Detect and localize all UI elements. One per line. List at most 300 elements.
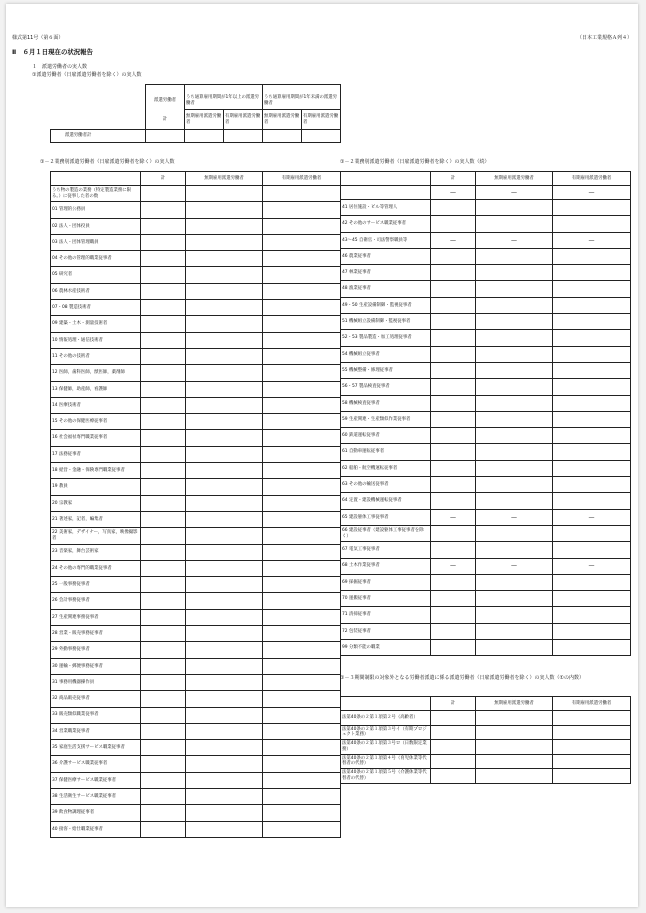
input-cell[interactable] xyxy=(431,542,476,558)
input-cell[interactable] xyxy=(476,265,553,281)
exempt-table xyxy=(340,696,631,784)
table-row xyxy=(51,300,341,316)
input-cell[interactable] xyxy=(476,574,553,590)
row-label: 10 情報処理・通信技術者 xyxy=(51,332,141,348)
row-label: 29 外勤事務従事者 xyxy=(51,642,141,658)
row-label: 36 介護サービス職業従事者 xyxy=(51,756,141,772)
input-cell[interactable] xyxy=(476,493,553,509)
table-row xyxy=(51,544,341,560)
input-cell[interactable] xyxy=(263,674,341,690)
input-cell[interactable] xyxy=(553,607,631,623)
over-one-year-header: うち通算雇用期間が1年以上の派遣労働者 xyxy=(185,93,263,110)
input-cell[interactable] xyxy=(553,200,631,216)
input-cell[interactable] xyxy=(263,788,341,804)
input-cell[interactable] xyxy=(476,591,553,607)
input-cell[interactable] xyxy=(185,130,224,143)
input-cell[interactable] xyxy=(141,626,186,642)
input-cell[interactable] xyxy=(476,362,553,378)
input-cell[interactable] xyxy=(476,525,553,541)
table-row xyxy=(51,186,341,202)
input-cell[interactable] xyxy=(186,740,263,756)
input-cell[interactable] xyxy=(141,577,186,593)
input-cell[interactable] xyxy=(141,218,186,234)
row-label: 20 宗教家 xyxy=(51,495,141,511)
input-cell[interactable] xyxy=(186,218,263,234)
exempt-col-fixed: 有期雇用派遣労働者 xyxy=(553,697,631,711)
dash-cell: — xyxy=(431,232,476,248)
input-cell[interactable] xyxy=(476,769,553,784)
input-cell[interactable] xyxy=(476,346,553,362)
input-cell[interactable] xyxy=(476,314,553,330)
input-cell[interactable] xyxy=(186,756,263,772)
table-row xyxy=(341,574,631,590)
table-row xyxy=(51,593,341,609)
input-cell[interactable] xyxy=(263,544,341,560)
row-label: 26 会計事務従事者 xyxy=(51,593,141,609)
input-cell[interactable] xyxy=(431,411,476,427)
input-cell[interactable] xyxy=(553,444,631,460)
input-cell[interactable] xyxy=(141,495,186,511)
input-cell[interactable] xyxy=(476,640,553,656)
input-cell[interactable] xyxy=(263,202,341,218)
input-cell[interactable] xyxy=(553,297,631,313)
input-cell[interactable] xyxy=(263,430,341,446)
input-cell[interactable] xyxy=(141,674,186,690)
input-cell[interactable] xyxy=(263,821,341,837)
input-cell[interactable] xyxy=(263,348,341,364)
input-cell[interactable] xyxy=(186,381,263,397)
input-cell[interactable] xyxy=(476,395,553,411)
form-page xyxy=(6,4,638,907)
input-cell[interactable] xyxy=(186,658,263,674)
total-header-b: 計 xyxy=(146,110,185,130)
input-cell[interactable] xyxy=(146,130,185,143)
input-cell[interactable] xyxy=(186,691,263,707)
input-cell[interactable] xyxy=(186,300,263,316)
input-cell[interactable] xyxy=(553,314,631,330)
input-cell[interactable] xyxy=(263,642,341,658)
row-label: 25 一般事務従事者 xyxy=(51,577,141,593)
input-cell[interactable] xyxy=(431,314,476,330)
input-cell[interactable] xyxy=(186,332,263,348)
table-row xyxy=(341,248,631,264)
table-row xyxy=(51,218,341,234)
table-row xyxy=(341,493,631,509)
table-row xyxy=(341,265,631,281)
input-cell[interactable] xyxy=(141,609,186,625)
input-cell[interactable] xyxy=(186,397,263,413)
input-cell[interactable] xyxy=(186,365,263,381)
input-cell[interactable] xyxy=(431,460,476,476)
input-cell[interactable] xyxy=(186,267,263,283)
input-cell[interactable] xyxy=(186,544,263,560)
input-cell[interactable] xyxy=(141,446,186,462)
input-cell[interactable] xyxy=(263,756,341,772)
input-cell[interactable] xyxy=(263,130,302,143)
input-cell[interactable] xyxy=(186,805,263,821)
input-cell[interactable] xyxy=(476,248,553,264)
input-cell[interactable] xyxy=(553,248,631,264)
input-cell[interactable] xyxy=(263,267,341,283)
input-cell[interactable] xyxy=(141,511,186,527)
row-label: 65 建設躯体工事従事者 xyxy=(341,509,431,525)
input-cell[interactable] xyxy=(263,560,341,576)
row-label: 48 漁業従事者 xyxy=(341,281,431,297)
input-cell[interactable] xyxy=(431,248,476,264)
input-cell[interactable] xyxy=(186,642,263,658)
input-cell[interactable] xyxy=(186,251,263,267)
table-row xyxy=(341,591,631,607)
input-cell[interactable] xyxy=(263,577,341,593)
input-cell[interactable] xyxy=(263,365,341,381)
input-cell[interactable] xyxy=(553,395,631,411)
input-cell[interactable] xyxy=(431,428,476,444)
input-cell[interactable] xyxy=(553,640,631,656)
input-cell[interactable] xyxy=(141,267,186,283)
row-label: 16 社会福祉専門職業従事者 xyxy=(51,430,141,446)
input-cell[interactable] xyxy=(263,528,341,544)
input-cell[interactable] xyxy=(553,711,631,726)
input-cell[interactable] xyxy=(141,381,186,397)
input-cell[interactable] xyxy=(186,609,263,625)
input-cell[interactable] xyxy=(553,542,631,558)
input-cell[interactable] xyxy=(141,300,186,316)
input-cell[interactable] xyxy=(141,251,186,267)
input-cell[interactable] xyxy=(141,772,186,788)
input-cell[interactable] xyxy=(431,607,476,623)
input-cell[interactable] xyxy=(431,711,476,726)
input-cell[interactable] xyxy=(263,707,341,723)
row-label: 法第40条の２第１項第５号（介護休業等代替者の代替） xyxy=(341,769,431,784)
table-row xyxy=(341,200,631,216)
input-cell[interactable] xyxy=(431,725,476,740)
input-cell[interactable] xyxy=(141,186,186,202)
input-cell[interactable] xyxy=(553,362,631,378)
input-cell[interactable] xyxy=(141,691,186,707)
input-cell[interactable] xyxy=(141,658,186,674)
input-cell[interactable] xyxy=(431,740,476,755)
input-cell[interactable] xyxy=(141,788,186,804)
input-cell[interactable] xyxy=(553,623,631,639)
dash-cell: — xyxy=(431,509,476,525)
input-cell[interactable] xyxy=(263,511,341,527)
input-cell[interactable] xyxy=(553,769,631,784)
input-cell[interactable] xyxy=(431,493,476,509)
input-cell[interactable] xyxy=(141,740,186,756)
row-label: 37 保健医療サービス職業従事者 xyxy=(51,772,141,788)
input-cell[interactable] xyxy=(263,186,341,202)
paper-standard: （日本工業規格Ａ列４） xyxy=(576,35,632,41)
input-cell[interactable] xyxy=(476,200,553,216)
row-label: 52・53 製品製造・加工処理従事者 xyxy=(341,330,431,346)
input-cell[interactable] xyxy=(553,574,631,590)
dash-cell: — xyxy=(553,509,631,525)
input-cell[interactable] xyxy=(553,379,631,395)
input-cell[interactable] xyxy=(186,593,263,609)
input-cell[interactable] xyxy=(186,348,263,364)
input-cell[interactable] xyxy=(553,477,631,493)
row-label: 法第40条の２第１項第２号（高齢者） xyxy=(341,711,431,726)
table-row xyxy=(51,740,341,756)
occupation-table-left xyxy=(50,171,341,838)
input-cell[interactable] xyxy=(263,691,341,707)
input-cell[interactable] xyxy=(553,493,631,509)
table-row xyxy=(341,623,631,639)
row-label: 法第40条の２第１項第３号ロ（日数限定業務） xyxy=(341,740,431,755)
table-row xyxy=(341,281,631,297)
input-cell[interactable] xyxy=(186,821,263,837)
input-cell[interactable] xyxy=(431,297,476,313)
row-label: 33 販売類似職業従事者 xyxy=(51,707,141,723)
table-row xyxy=(51,772,341,788)
input-cell[interactable] xyxy=(263,381,341,397)
input-cell[interactable] xyxy=(476,281,553,297)
input-cell[interactable] xyxy=(263,446,341,462)
input-cell[interactable] xyxy=(431,754,476,769)
input-cell[interactable] xyxy=(141,723,186,739)
input-cell[interactable] xyxy=(553,754,631,769)
input-cell[interactable] xyxy=(186,495,263,511)
input-cell[interactable] xyxy=(476,754,553,769)
input-cell[interactable] xyxy=(553,346,631,362)
table-row xyxy=(341,330,631,346)
input-cell[interactable] xyxy=(186,186,263,202)
input-cell[interactable] xyxy=(263,283,341,299)
row-label: 56・57 製品検査従事者 xyxy=(341,379,431,395)
input-cell[interactable] xyxy=(431,623,476,639)
input-cell[interactable] xyxy=(141,430,186,446)
dash-cell: — xyxy=(476,509,553,525)
input-cell[interactable] xyxy=(553,740,631,755)
row-label: 99 分類不能の職業 xyxy=(341,640,431,656)
input-cell[interactable] xyxy=(186,788,263,804)
input-cell[interactable] xyxy=(302,130,341,143)
input-cell[interactable] xyxy=(553,460,631,476)
table-row xyxy=(341,769,631,784)
input-cell[interactable] xyxy=(431,379,476,395)
input-cell[interactable] xyxy=(141,528,186,544)
input-cell[interactable] xyxy=(141,805,186,821)
input-cell[interactable] xyxy=(186,414,263,430)
table-row xyxy=(51,511,341,527)
row-label: 55 機械整備・修理従事者 xyxy=(341,362,431,378)
input-cell[interactable] xyxy=(186,430,263,446)
input-cell[interactable] xyxy=(476,444,553,460)
input-cell[interactable] xyxy=(431,216,476,232)
input-cell[interactable] xyxy=(553,725,631,740)
input-cell[interactable] xyxy=(263,723,341,739)
input-cell[interactable] xyxy=(186,707,263,723)
input-cell[interactable] xyxy=(141,234,186,250)
input-cell[interactable] xyxy=(186,463,263,479)
input-cell[interactable] xyxy=(186,283,263,299)
table-row xyxy=(341,711,631,726)
input-cell[interactable] xyxy=(476,740,553,755)
input-cell[interactable] xyxy=(476,477,553,493)
input-cell[interactable] xyxy=(476,623,553,639)
table-row xyxy=(341,428,631,444)
input-cell[interactable] xyxy=(186,234,263,250)
input-cell[interactable] xyxy=(431,346,476,362)
input-cell[interactable] xyxy=(186,316,263,332)
row-label: 07・08 製造技術者 xyxy=(51,300,141,316)
row-label: 72 包装従事者 xyxy=(341,623,431,639)
input-cell[interactable] xyxy=(476,711,553,726)
row-label: 42 その他のサービス職業従事者 xyxy=(341,216,431,232)
input-cell[interactable] xyxy=(141,202,186,218)
input-cell[interactable] xyxy=(431,200,476,216)
over-perm-header: 無期雇用派遣労働者 xyxy=(185,110,224,130)
table-row xyxy=(341,314,631,330)
input-cell[interactable] xyxy=(263,463,341,479)
table-row xyxy=(341,379,631,395)
input-cell[interactable] xyxy=(141,316,186,332)
input-cell[interactable] xyxy=(141,821,186,837)
input-cell[interactable] xyxy=(186,772,263,788)
headcount-table xyxy=(50,84,341,143)
input-cell[interactable] xyxy=(224,130,263,143)
table-row xyxy=(51,251,341,267)
input-cell[interactable] xyxy=(141,707,186,723)
under-fixed-header: 有期雇用派遣労働者 xyxy=(302,110,341,130)
row-label: 58 機械検査従事者 xyxy=(341,395,431,411)
left-table-title: ①－２業務別派遣労働者（日雇派遣労働者を除く）の実人数 xyxy=(40,159,175,165)
occupation-table-right xyxy=(340,171,631,656)
input-cell[interactable] xyxy=(476,542,553,558)
input-cell[interactable] xyxy=(553,216,631,232)
input-cell[interactable] xyxy=(263,495,341,511)
input-cell[interactable] xyxy=(263,316,341,332)
input-cell[interactable] xyxy=(263,397,341,413)
table-row xyxy=(341,725,631,740)
input-cell[interactable] xyxy=(141,463,186,479)
dash-cell: — xyxy=(476,186,553,200)
input-cell[interactable] xyxy=(263,740,341,756)
row-label: 04 その他の管理的職業従事者 xyxy=(51,251,141,267)
input-cell[interactable] xyxy=(263,479,341,495)
input-cell[interactable] xyxy=(263,626,341,642)
dash-cell: — xyxy=(431,186,476,200)
input-cell[interactable] xyxy=(476,607,553,623)
over-fixed-header: 有期雇用派遣労働者 xyxy=(224,110,263,130)
input-cell[interactable] xyxy=(431,265,476,281)
input-cell[interactable] xyxy=(431,574,476,590)
input-cell[interactable] xyxy=(141,348,186,364)
input-cell[interactable] xyxy=(263,251,341,267)
input-cell[interactable] xyxy=(186,479,263,495)
input-cell[interactable] xyxy=(431,769,476,784)
row-label: 11 その他の技術者 xyxy=(51,348,141,364)
input-cell[interactable] xyxy=(431,444,476,460)
row-label: 19 教員 xyxy=(51,479,141,495)
input-cell[interactable] xyxy=(431,525,476,541)
table-row xyxy=(341,411,631,427)
input-cell[interactable] xyxy=(141,365,186,381)
input-cell[interactable] xyxy=(263,805,341,821)
input-cell[interactable] xyxy=(431,395,476,411)
table-row xyxy=(341,558,631,574)
table-row xyxy=(51,756,341,772)
input-cell[interactable] xyxy=(141,414,186,430)
input-cell[interactable] xyxy=(431,477,476,493)
table-row xyxy=(51,788,341,804)
input-cell[interactable] xyxy=(186,723,263,739)
input-cell[interactable] xyxy=(553,411,631,427)
row-label: 41 居住施設・ビル等管理人 xyxy=(341,200,431,216)
input-cell[interactable] xyxy=(141,544,186,560)
input-cell[interactable] xyxy=(553,428,631,444)
input-cell[interactable] xyxy=(263,414,341,430)
input-cell[interactable] xyxy=(476,297,553,313)
table-row xyxy=(51,397,341,413)
input-cell[interactable] xyxy=(141,593,186,609)
row-label: 60 鉄道運転従事者 xyxy=(341,428,431,444)
input-cell[interactable] xyxy=(476,411,553,427)
section-title: Ⅱ ６月１日現在の状況報告 xyxy=(12,48,93,56)
table-row xyxy=(341,640,631,656)
input-cell[interactable] xyxy=(186,674,263,690)
input-cell[interactable] xyxy=(431,281,476,297)
input-cell[interactable] xyxy=(476,379,553,395)
input-cell[interactable] xyxy=(263,772,341,788)
row-label: 22 美術家，デザイナー，写真家，映像撮影者 xyxy=(51,528,141,544)
input-cell[interactable] xyxy=(263,300,341,316)
input-cell[interactable] xyxy=(263,332,341,348)
input-cell[interactable] xyxy=(141,283,186,299)
dash-cell: — xyxy=(476,558,553,574)
table-row xyxy=(51,283,341,299)
input-cell[interactable] xyxy=(553,265,631,281)
input-cell[interactable] xyxy=(431,640,476,656)
input-cell[interactable] xyxy=(431,591,476,607)
input-cell[interactable] xyxy=(141,332,186,348)
table-row xyxy=(51,463,341,479)
input-cell[interactable] xyxy=(263,658,341,674)
input-cell[interactable] xyxy=(476,428,553,444)
input-cell[interactable] xyxy=(186,446,263,462)
input-cell[interactable] xyxy=(186,626,263,642)
input-cell[interactable] xyxy=(553,330,631,346)
input-cell[interactable] xyxy=(186,528,263,544)
input-cell[interactable] xyxy=(553,281,631,297)
input-cell[interactable] xyxy=(263,234,341,250)
input-cell[interactable] xyxy=(186,577,263,593)
input-cell[interactable] xyxy=(553,525,631,541)
input-cell[interactable] xyxy=(476,460,553,476)
input-cell[interactable] xyxy=(141,479,186,495)
table-row xyxy=(341,444,631,460)
table-row xyxy=(51,446,341,462)
input-cell[interactable] xyxy=(553,591,631,607)
input-cell[interactable] xyxy=(476,216,553,232)
input-cell[interactable] xyxy=(263,609,341,625)
total-header xyxy=(146,85,185,93)
input-cell[interactable] xyxy=(476,330,553,346)
input-cell[interactable] xyxy=(186,560,263,576)
input-cell[interactable] xyxy=(476,725,553,740)
input-cell[interactable] xyxy=(141,397,186,413)
input-cell[interactable] xyxy=(141,756,186,772)
input-cell[interactable] xyxy=(263,593,341,609)
input-cell[interactable] xyxy=(141,560,186,576)
input-cell[interactable] xyxy=(431,330,476,346)
input-cell[interactable] xyxy=(141,642,186,658)
input-cell[interactable] xyxy=(186,202,263,218)
input-cell[interactable] xyxy=(263,218,341,234)
input-cell[interactable] xyxy=(186,511,263,527)
right-table-title: ①－２業務別派遣労働者（日雇派遣労働者を除く）の実人数（続） xyxy=(340,159,490,165)
input-cell[interactable] xyxy=(431,362,476,378)
